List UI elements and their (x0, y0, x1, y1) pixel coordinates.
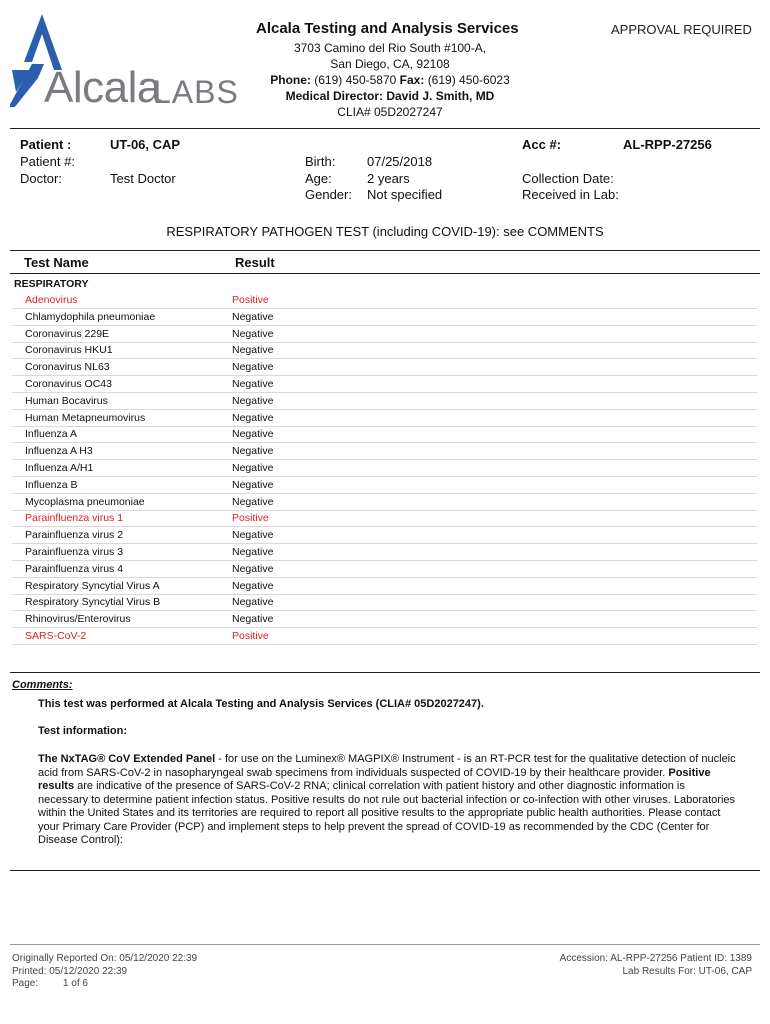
result-cell: Negative (232, 428, 274, 441)
test-name-cell: Adenovirus (25, 294, 78, 306)
table-header-divider (10, 273, 760, 274)
table-row (12, 577, 757, 595)
age-label: Age: (305, 171, 332, 186)
test-title: RESPIRATORY PATHOGEN TEST (including COVID-19): see COMMENTS (166, 224, 604, 239)
clia-number: CLIA# 05D2027247 (337, 105, 443, 119)
test-name-cell: Human Metapneumovirus (25, 411, 146, 424)
test-information-text (38, 753, 738, 848)
test-name-cell: Parainfluenza virus 3 (25, 546, 124, 558)
table-row (12, 375, 757, 393)
doctor-value: Test Doctor (110, 171, 176, 186)
result-cell: Negative (232, 361, 274, 374)
result-cell: Negative (232, 394, 274, 407)
test-name-cell: Influenza A/H1 (25, 462, 94, 474)
table-row (12, 442, 757, 460)
lab-results-for: Lab Results For: UT-06, CAP (622, 965, 752, 977)
panel-name: The NxTAG® CoV Extended Panel (38, 753, 216, 765)
address-line-1: 3703 Camino del Rio South #100-A, (293, 41, 487, 55)
test-name-cell: Parainfluenza virus 1 (25, 512, 124, 525)
gender-value: Not specified (367, 187, 443, 202)
table-row (12, 392, 757, 410)
result-cell: Negative (232, 344, 274, 357)
fax-label: Fax: (399, 73, 425, 87)
positive-results-label: Positive results (38, 766, 711, 792)
result-cell: Negative (232, 310, 274, 323)
patient-number-label: Patient #: (20, 154, 75, 169)
phone-fax-line (230, 72, 550, 88)
gender-label: Gender: (305, 187, 352, 202)
table-row (12, 593, 757, 611)
birth-label: Birth: (305, 154, 336, 169)
result-cell: Negative (232, 579, 274, 592)
table-row (12, 459, 757, 477)
panel-description: - for use on the Luminex® MAGPIX® Instrument - is an RT-PCR test for the qualitative detection of nucleic acid from SARS-CoV-2 in nasopharyngeal swab specimens from individuals suspected of COVID-19 by their healthcare provider. (38, 753, 736, 779)
fax-value: (619) 450-6023 (427, 73, 510, 87)
table-row (12, 509, 757, 527)
address-line-2: San Diego, CA, 92108 (330, 57, 450, 71)
header-divider (10, 128, 760, 129)
test-information-title: Test information: (38, 725, 128, 737)
test-name-cell: Mycoplasma pneumoniae (25, 495, 145, 508)
page-indicator (12, 978, 197, 991)
table-row (12, 560, 757, 578)
section-respiratory: RESPIRATORY (14, 278, 89, 290)
test-name-cell: Coronavirus HKU1 (25, 344, 113, 357)
table-row (12, 325, 757, 343)
result-cell: Negative (232, 529, 274, 542)
printed-date: Printed: 05/12/2020 22:39 (12, 965, 128, 977)
table-row (12, 610, 757, 628)
result-cell: Positive (232, 512, 269, 525)
result-cell: Negative (232, 462, 274, 474)
test-name-cell: Influenza B (25, 478, 78, 491)
test-name-cell: Respiratory Syncytial Virus B (25, 596, 161, 609)
positive-results-description: are indicative of the presence of SARS-CoV-2 RNA; clinical correlation with patient history and other diagnostic information is necessary to determine patient infection status. Positive results do not rule out bacterial infection or co-infection with other viruses. Laboratories within the United States and its territories are required to report all positive results to the appropriate public health authorities. Please contact your Primary Care Provider (PCP) and implement steps to help prevent the spread of COVID-19 as recommended by the CDC (Center for Disease Control): (38, 780, 736, 846)
accession-patient-id: Accession: AL-RPP-27256 Patient ID: 1389 (559, 953, 752, 964)
phone-label: Phone: (270, 73, 311, 87)
test-name-cell: Influenza A H3 (25, 445, 93, 458)
table-row (12, 308, 757, 326)
result-cell: Negative (232, 613, 274, 626)
result-cell: Negative (232, 562, 274, 575)
lab-name: Alcala Testing and Analysis Services (256, 20, 519, 37)
result-cell: Negative (232, 478, 274, 491)
medical-director: Medical Director: David J. Smith, MD (285, 89, 495, 103)
table-row (12, 341, 757, 359)
logo-wordmark: Alcala (44, 63, 161, 112)
originally-reported: Originally Reported On: 05/12/2020 22:39 (12, 953, 198, 964)
logo-labs: LABS (153, 74, 239, 110)
result-cell: Positive (232, 630, 269, 642)
table-row (12, 291, 757, 309)
test-name-cell: Parainfluenza virus 4 (25, 562, 124, 575)
collection-date-label: Collection Date: (522, 171, 614, 186)
result-cell: Negative (232, 327, 274, 340)
test-name-cell: Respiratory Syncytial Virus A (25, 579, 160, 592)
result-cell: Negative (232, 445, 274, 458)
doctor-label: Doctor: (20, 171, 62, 186)
test-name-cell: Coronavirus 229E (25, 327, 110, 340)
table-row (12, 493, 757, 511)
footer-right (560, 953, 752, 978)
accession-value: AL-RPP-27256 (623, 137, 712, 152)
comments-performed-at: This test was performed at Alcala Testing and Analysis Services (CLIA# 05D2027247). (38, 698, 484, 710)
test-name-cell: SARS-CoV-2 (25, 630, 87, 642)
phone-value: (619) 450-5870 (314, 73, 397, 87)
test-name-cell: Coronavirus OC43 (25, 378, 112, 390)
table-row (12, 543, 757, 561)
comments-bottom-divider (10, 870, 760, 871)
test-name-cell: Coronavirus NL63 (25, 361, 110, 374)
table-bottom-divider (10, 672, 760, 673)
table-row (12, 627, 757, 645)
comments-title: Comments: (12, 679, 73, 691)
column-header-test-name: Test Name (24, 255, 89, 270)
table-row (12, 476, 757, 494)
result-cell: Negative (232, 411, 274, 424)
page-value: 1 of 6 (62, 978, 88, 989)
result-cell: Negative (232, 596, 274, 609)
test-name-cell: Human Bocavirus (25, 394, 108, 407)
result-cell: Positive (232, 294, 269, 306)
table-row (12, 358, 757, 376)
test-name-cell: Chlamydophila pneumoniae (25, 310, 156, 323)
result-cell: Negative (232, 378, 274, 390)
test-name-cell: Parainfluenza virus 2 (25, 529, 124, 542)
test-name-cell: Influenza A (25, 428, 77, 441)
footer-divider (10, 944, 760, 945)
result-cell: Negative (232, 546, 274, 558)
birth-value: 07/25/2018 (367, 154, 433, 169)
table-row (12, 526, 757, 544)
approval-status: APPROVAL REQUIRED (611, 22, 752, 37)
table-row (12, 425, 757, 443)
footer-left (12, 953, 197, 991)
table-row (12, 409, 757, 427)
patient-value: UT-06, CAP (110, 137, 181, 152)
age-value: 2 years (367, 171, 410, 186)
patient-label: Patient : (20, 137, 72, 152)
column-header-result: Result (235, 255, 275, 270)
test-name-cell: Rhinovirus/Enterovirus (25, 613, 131, 626)
result-cell: Negative (232, 495, 274, 508)
table-top-divider (10, 250, 760, 251)
page-label: Page: (12, 978, 39, 989)
accession-label: Acc #: (522, 137, 562, 152)
received-in-lab-label: Received in Lab: (522, 187, 619, 202)
